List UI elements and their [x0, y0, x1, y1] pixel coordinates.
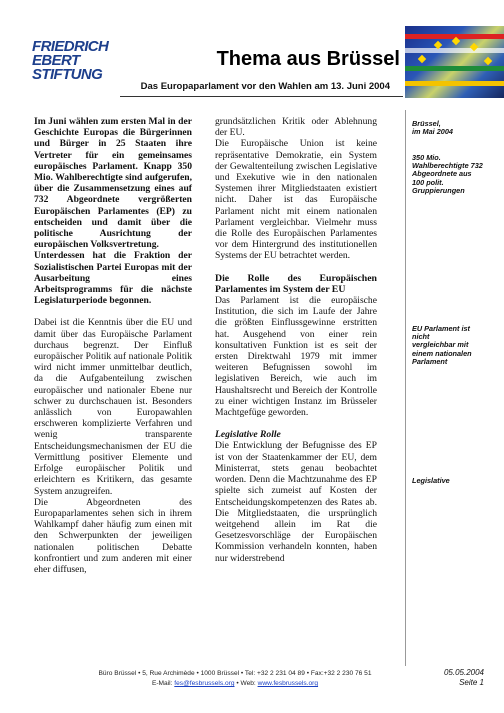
body-paragraph: grundsätzlichen Kritik oder Ablehnung der EU. — [215, 116, 377, 139]
lead-paragraph: Im Juni wählen zum ersten Mal in der Geschichte Europas die Bürgerinnen und Bürger in 25 Staaten ihre Vertreter für ein gemeinsames europäisches Parlament. Knapp 350 Mio. Wahlberechtigte sind aufgerufen, über die Zusammensetzung eines auf 732 Abgeordnete vergrößerten Europäischen Parlamentes (EP) zu entscheiden und damit über die politische Ausrichtung der europäischen Volksvertretung. — [34, 116, 192, 251]
text-column-left — [34, 116, 192, 575]
lead-paragraph-2: Unterdessen hat die Fraktion der Sozialistischen Partei Europas mit der Ausarbeitung eines Arbeitsprogramms für die nächste Legislaturperiode begonnen. — [34, 250, 192, 307]
page-title: Thema aus Brüssel — [216, 48, 400, 70]
section-heading: Die Rolle des Europäischen Parlamentes im System der EU — [215, 272, 377, 295]
email-label: E-Mail: — [151, 680, 175, 687]
text-column-right — [215, 116, 377, 564]
sidebar-divider — [405, 110, 406, 666]
footer-date: 05.05.2004 — [443, 668, 484, 677]
eu-flags-banner-image — [405, 26, 504, 98]
header-divider — [120, 96, 403, 97]
web-link[interactable]: www.fesbrussels.org — [257, 680, 319, 687]
footer-meta — [420, 668, 484, 688]
body-paragraph: Die Europäische Union ist keine repräsentative Demokratie, ein System der Gewaltenteilung zwischen Legislative und Exekutive wie in den nationalen Systemen ihrer Mitgliedstaaten existiert nicht. Daher ist das Europäische Parlament nicht mit einem nationalen Parlament vergleichbar. Vielmehr muss die Rolle des Europäischen Parlamentes vor dem Hintergrund des institutionellen Systems der EU betrachtet werden. — [215, 138, 377, 262]
sidebar-note-date: Brüssel, im Mai 2004 — [412, 119, 453, 137]
page-subtitle: Das Europaparlament vor den Wahlen am 13. Juni 2004 — [140, 81, 390, 92]
body-paragraph: Dabei ist die Kenntnis über die EU und damit über das Europäische Parlament durchaus begrenzt. Der Einfluß europäischer Politik auf nationale Politik wird nicht immer unmittelbar deutlich, da die Aufgabenteilung zwischen europäischer und nationaler Ebene nur schwer zu durchschauen ist. Besonders anlässlich von Europawahlen erschweren komplizierte Verfahren und wenig transparente Entscheidungsmechanismen der EU die Vermittlung positiver Elemente und Erfolge europäischer Politik und erleichtern es Kritikern, das gesamte System anzugreifen. — [34, 317, 192, 497]
footer-links — [70, 679, 400, 689]
body-paragraph: Das Parlament ist die europäische Institution, die sich im Laufe der Jahre die größten Einflussgewinne erstritten hat. Ausgehend von einer rein konsultativen Funktion ist es seit der ersten Direktwahl 1979 mit immer weiteren Befugnissen sowohl im legislativen Bereich, wie auch im Haushaltsrecht und Bereich der Kontrolle zu einer wichtigen Instanz im Brüsseler Machtgefüge geworden. — [215, 295, 377, 419]
email-link[interactable]: fes@fesbrussels.org — [174, 680, 235, 687]
body-paragraph: Die Abgeordneten des Europaparlamentes sehen sich in ihrem Wahlkampf daher häufig zum einen mit den Schwerpunkten der jeweiligen nationalen politischen Debatte konfrontiert und zum anderen mit einer eher diffusen, — [34, 496, 192, 575]
fes-logo — [32, 40, 114, 82]
logo-line-1: FRIEDRICH — [32, 38, 109, 55]
sidebar-note-legislative: Legislative — [412, 476, 450, 485]
page-number: Seite 1 — [459, 678, 484, 687]
web-label: • Web: — [234, 680, 258, 687]
sidebar-note-parliament: EU Parlament ist nicht vergleichbar mit einem nationalen Parlament — [412, 324, 472, 366]
subsection-heading: Legislative Rolle — [215, 429, 281, 441]
body-paragraph: Die Entwicklung der Befugnisse des EP ist von der Staatenkammer der EU, dem Ministerrat, stets genau beobachtet worden. Denn die Machtzunahme des EP spielte sich zumeist auf Kosten der Entscheidungskompetenzen des Rates ab. Die Mitgliedstaaten, die ursprünglich weitgehend allein im Rat die Gesetzesvorschläge der Europäischen Kommission verhandeln konnten, haben nur widerstrebend — [215, 440, 377, 564]
footer-contact — [70, 669, 400, 689]
logo-line-3: STIFTUNG — [32, 66, 103, 83]
logo-line-2: EBERT — [32, 52, 80, 69]
sidebar-note-voters: 350 Mio. Wahlberechtigte 732 Abgeordnete aus 100 polit. Gruppierungen — [412, 153, 483, 195]
footer-address: Büro Brüssel • 5, Rue Archimède • 1000 Brüssel • Tel: +32 2 231 04 89 • Fax:+32 2 230 76 51 — [98, 670, 372, 677]
